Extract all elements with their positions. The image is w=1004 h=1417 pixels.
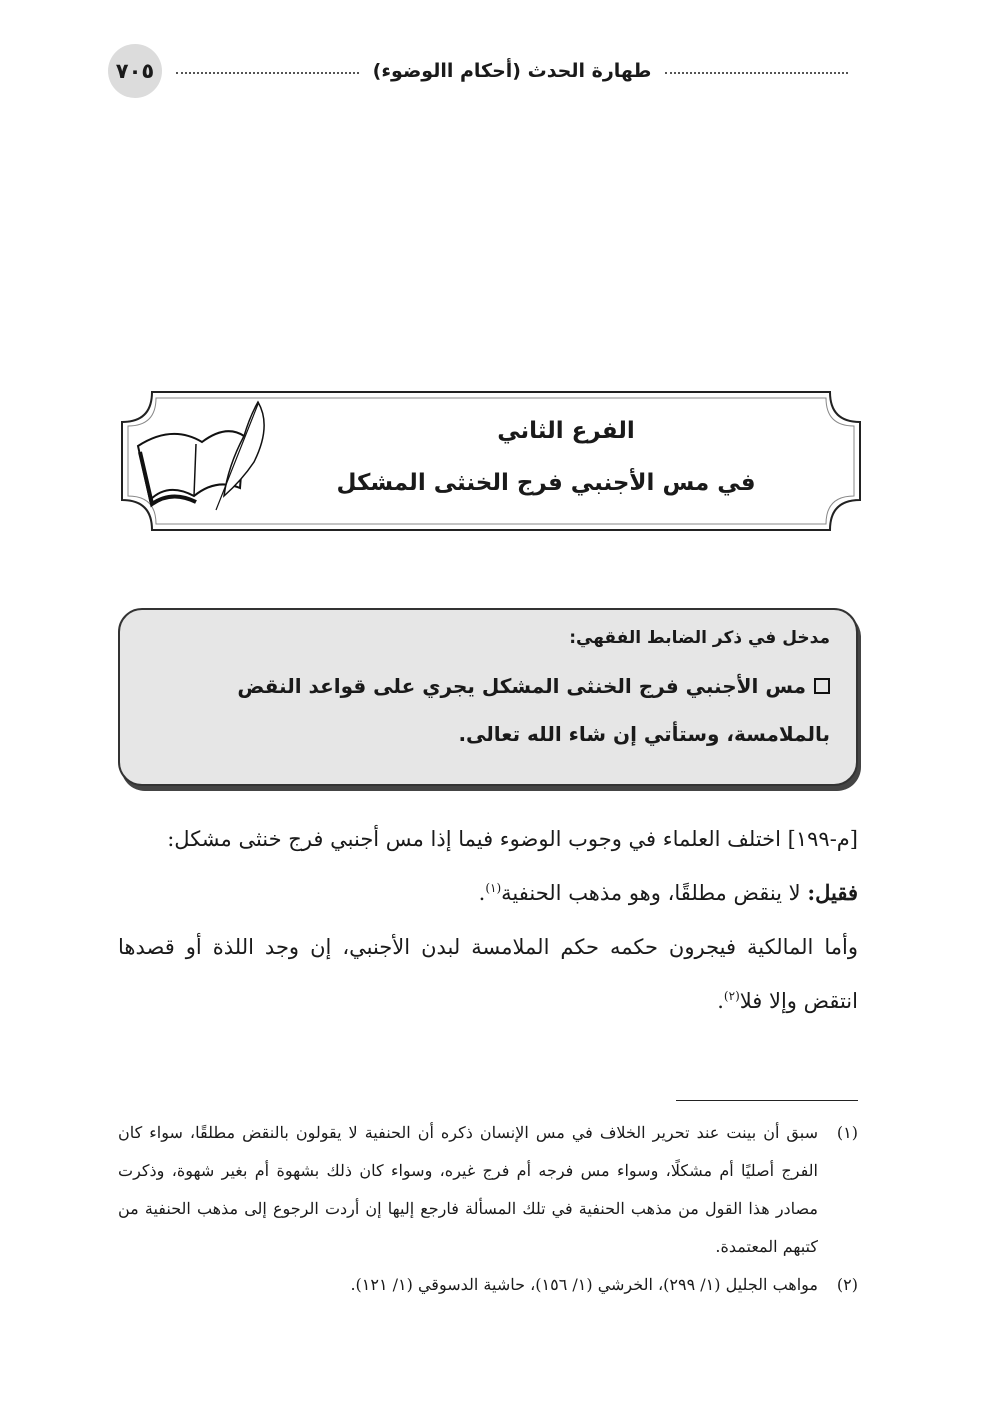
body-paragraph: [118, 920, 858, 1028]
page-number: ٧٠٥: [108, 44, 162, 98]
paragraph-end: .: [478, 881, 486, 905]
book-and-quill-icon: [132, 396, 282, 514]
footnote-ref[interactable]: (٢): [723, 989, 740, 1003]
footnote-text: سبق أن بينت عند تحرير الخلاف في مس الإنسان ذكره أن الحنفية لا يقولون بالنقض مطلقًا، سواء كان الفرج أصليًا أم مشكلًا، وسواء مس فرجه أم فرج غيره، وسواء كان ذلك بشهوة أم بغير شهوة، وذكرت مصادر هذا القول من مذهب الحنفية في تلك المسألة فارجع إليها إن أردت الرجوع إلى مذهب الحنفية من كتبهم المعتمدة.: [118, 1123, 818, 1256]
section-title: الفرع الثاني: [497, 418, 635, 444]
footnote-ref[interactable]: (١): [485, 881, 502, 895]
checkbox-bullet-icon: [814, 678, 830, 694]
footnote-divider: [676, 1100, 858, 1101]
header-title: طهارة الحدث (أحكام االوضوء): [372, 60, 652, 82]
rule-box-text-block: [138, 662, 830, 758]
footnotes: [118, 1114, 858, 1304]
footnote: [118, 1114, 858, 1266]
footnote: [118, 1266, 858, 1304]
paragraph-text: وأما المالكية فيجرون حكمه حكم الملامسة لبدن الأجنبي، إن وجد اللذة أو قصدها انتقض وإلا فلا: [118, 935, 858, 1013]
body-text: [118, 812, 858, 1028]
section-subtitle: في مس الأجنبي فرج الخنثى المشكل: [336, 470, 756, 496]
body-paragraph: [118, 866, 858, 920]
running-header: [108, 44, 848, 98]
rule-box: [118, 608, 858, 786]
rule-box-heading: مدخل في ذكر الضابط الفقهي:: [569, 628, 830, 648]
rule-box-text: مس الأجنبي فرج الخنثى المشكل يجري على قواعد النقض بالملامسة، وستأتي إن شاء الله تعالى.: [237, 674, 830, 746]
body-paragraph: [م-١٩٩] اختلف العلماء في وجوب الوضوء فيما إذا مس أجنبي فرج خنثى مشكل:: [167, 827, 858, 851]
paragraph-lead: فقيل:: [807, 880, 858, 905]
footnote-number: (٢): [836, 1275, 858, 1294]
paragraph-text: لا ينقض مطلقًا، وهو مذهب الحنفية: [501, 881, 808, 905]
section-heading-frame: [118, 388, 864, 534]
footnote-number: (١): [836, 1123, 858, 1142]
paragraph-end: .: [717, 989, 724, 1013]
header-dotted-leader: [665, 72, 848, 74]
header-dotted-leader: [176, 72, 359, 74]
footnote-text: مواهب الجليل (١/ ٢٩٩)، الخرشي (١/ ١٥٦)، حاشية الدسوقي (١/ ١٢١).: [350, 1275, 818, 1294]
